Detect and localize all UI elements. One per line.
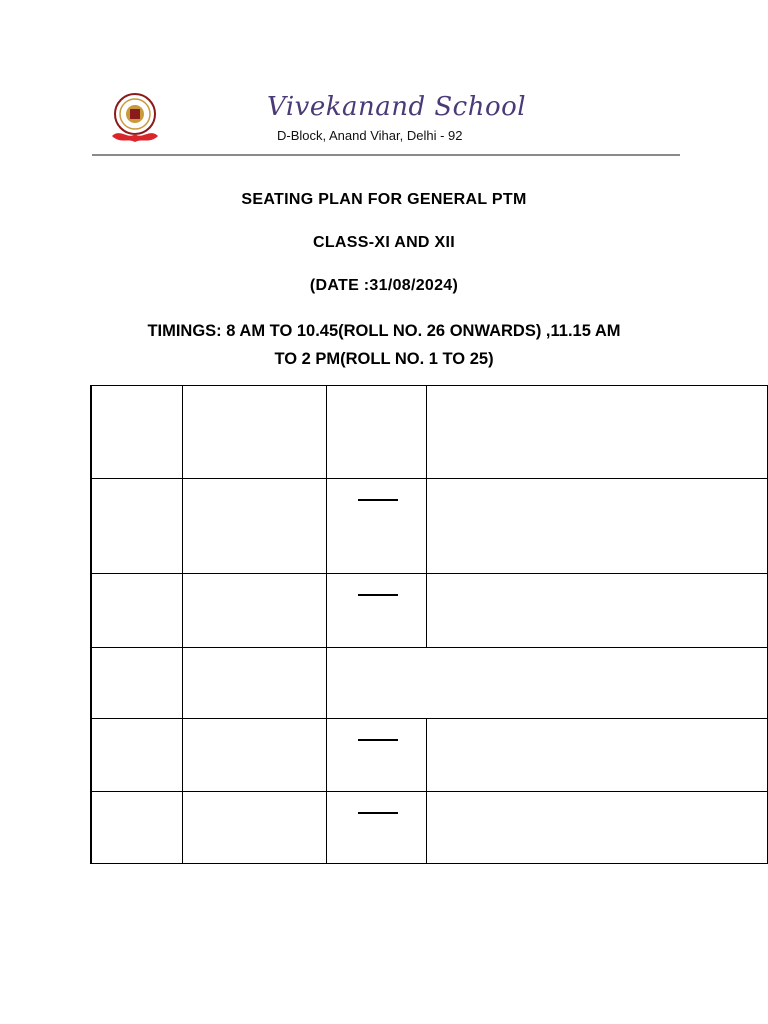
table-cell — [183, 719, 326, 792]
table-row — [91, 386, 768, 479]
date-line: (DATE :31/08/2024) — [309, 277, 459, 294]
seating-table — [90, 385, 768, 864]
blank-dash — [358, 739, 398, 741]
table-row — [91, 792, 768, 864]
table-cell — [326, 719, 427, 792]
table-cell — [91, 574, 183, 648]
table-cell — [91, 479, 183, 574]
table-row — [91, 648, 768, 719]
table-row — [91, 574, 768, 648]
table-cell — [427, 574, 768, 648]
table-cell — [326, 479, 427, 574]
table-cell — [326, 792, 427, 864]
table-cell — [183, 574, 326, 648]
table-cell — [427, 479, 768, 574]
table-cell — [91, 648, 183, 719]
table-cell — [91, 792, 183, 864]
timings-line-1: TIMINGS: 8 AM TO 10.45(ROLL NO. 26 ONWARDS) ,11.15 AM — [147, 322, 621, 340]
timings — [80, 317, 688, 373]
table-row — [91, 719, 768, 792]
table-cell — [326, 574, 427, 648]
blank-dash — [358, 594, 398, 596]
school-name: Vivekanand School — [267, 92, 527, 122]
blank-dash — [358, 499, 398, 501]
blank-dash — [358, 812, 398, 814]
table-cell — [183, 792, 326, 864]
class-line: CLASS-XI AND XII — [313, 234, 455, 251]
table-cell — [183, 386, 326, 479]
table-cell — [183, 648, 326, 719]
table-cell — [91, 719, 183, 792]
table-cell — [427, 386, 768, 479]
table-cell — [183, 479, 326, 574]
table-cell-merged — [326, 648, 767, 719]
table-cell — [427, 719, 768, 792]
letterhead — [92, 88, 680, 156]
timings-line-2: TO 2 PM(ROLL NO. 1 TO 25) — [274, 350, 494, 368]
school-address: D-Block, Anand Vihar, Delhi - 92 — [277, 128, 463, 143]
school-logo-icon — [106, 90, 164, 148]
document-title: SEATING PLAN FOR GENERAL PTM — [241, 191, 527, 208]
table-cell — [326, 386, 427, 479]
table-cell — [91, 386, 183, 479]
table-cell — [427, 792, 768, 864]
table-row — [91, 479, 768, 574]
